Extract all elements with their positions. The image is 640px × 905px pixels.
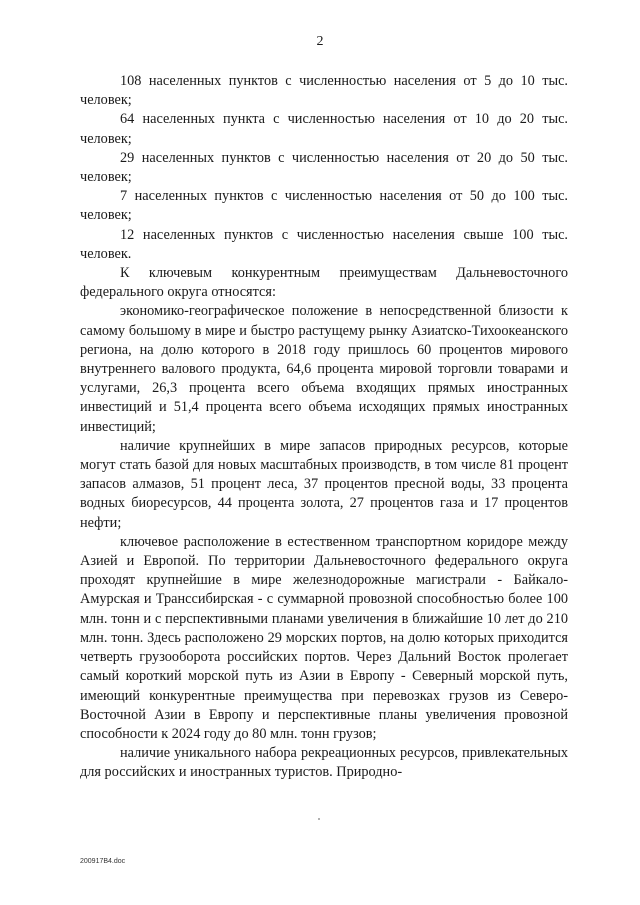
paragraph-geographic-position: экономико-географическое положение в непосредственной близости к самому большому в мире и быстро растущему рынку Азиатско-Тихоокеанского региона, на долю которого в 2018 году пришлось 60 процентов мирового внутреннего валового продукта, 64,6 процента мировой торговли товарами и услугами, 26,3 процента всего объема входящих прямых иностранных инвестиций и 51,4 процента всего объема исходящих прямых иностранных инвестиций;	[80, 303, 568, 435]
paragraph-settlements-5-10: 108 населенных пунктов с численностью населения от 5 до 10 тыс. человек;	[80, 73, 568, 109]
paragraph-settlements-10-20: 64 населенных пункта с численностью населения от 10 до 20 тыс. человек;	[80, 111, 568, 147]
page-number: 2	[316, 34, 324, 49]
paragraph-natural-resources: наличие крупнейших в мире запасов природных ресурсов, которые могут стать базой для новых масштабных производств, в том числе 81 процент запасов алмазов, 51 процент леса, 37 процентов пресной воды, 33 процента водных биоресурсов, 44 процента золота, 27 процентов газа и 17 процентов нефти;	[80, 437, 568, 531]
document-body	[80, 72, 568, 783]
paragraph-settlements-over-100: 12 населенных пунктов с численностью населения свыше 100 тыс. человек.	[80, 226, 568, 262]
footer-file-code: 200917В4.doc	[80, 858, 126, 865]
paragraph-advantages-intro: К ключевым конкурентным преимуществам Дальневосточного федерального округа относятся:	[80, 265, 568, 301]
paragraph-recreational-resources: наличие уникального набора рекреационных ресурсов, привлекательных для российских и иностранных туристов. Природно-	[80, 745, 568, 781]
paragraph-transport-corridor: ключевое расположение в естественном транспортном коридоре между Азией и Европой. По территории Дальневосточного федерального округа проходят крупнейшие в мире железнодорожные магистрали - Байкало-Амурская и Транссибирская - с суммарной провозной способностью более 100 млн. тонн и с перспективными планами увеличения в ближайшие 10 лет до 210 млн. тонн. Здесь расположено 29 морских портов, на долю которых приходится четверть грузооборота российских портов. Через Дальний Восток пролегает самый короткий морской путь из Азии в Европу - Северный морской путь, имеющий конкурентные преимущества при перевозках грузов из Северо-Восточной Азии в Европу и перспективные планы увеличения провозной способности к 2024 году до 80 млн. тонн грузов;	[80, 533, 568, 742]
paragraph-settlements-50-100: 7 населенных пунктов с численностью населения от 50 до 100 тыс. человек;	[80, 188, 568, 224]
scan-dot	[318, 818, 320, 820]
paragraph-settlements-20-50: 29 населенных пунктов с численностью населения от 20 до 50 тыс. человек;	[80, 149, 568, 186]
